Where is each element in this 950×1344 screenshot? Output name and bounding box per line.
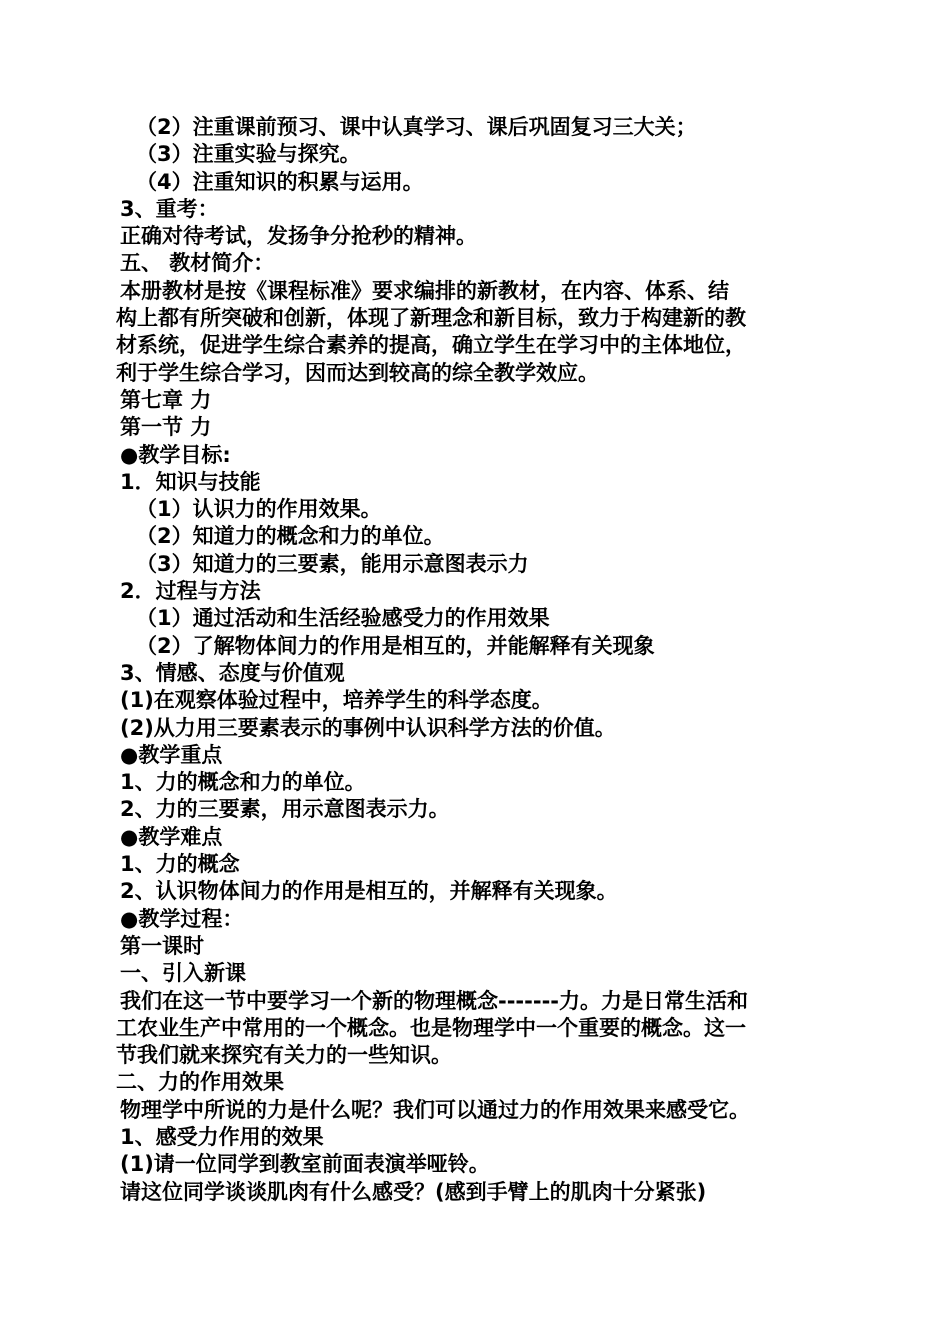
text-line: 2．过程与方法 bbox=[120, 579, 261, 604]
chapter-title: 第七章 力 bbox=[120, 387, 212, 412]
paragraph-line: 我们在这一节中要学习一个新的物理概念-------力。力是日常生活和 bbox=[120, 988, 749, 1013]
text-line: (1)在观察体验过程中，培养学生的科学态度。 bbox=[120, 688, 553, 713]
text-line: 2、认识物体间力的作用是相互的，并解释有关现象。 bbox=[120, 879, 618, 904]
text-line: 1、力的概念和力的单位。 bbox=[120, 770, 366, 795]
paragraph-line: 利于学生综合学习，因而达到较高的综全教学效应。 bbox=[116, 360, 599, 385]
text-line: （1）认识力的作用效果。 bbox=[136, 497, 382, 522]
section-heading: 3、重考： bbox=[120, 196, 219, 221]
paragraph-line: 节我们就来探究有关力的一些知识。 bbox=[116, 1043, 452, 1068]
bullet-heading: ●教学难点 bbox=[120, 824, 223, 849]
text-line: 2、力的三要素，用示意图表示力。 bbox=[120, 797, 450, 822]
text-line: 第一课时 bbox=[120, 933, 204, 958]
text-line: 1、感受力作用的效果 bbox=[120, 1124, 324, 1149]
text-line: （3）注重实验与探究。 bbox=[136, 142, 361, 167]
text-line: （2）注重课前预习、课中认真学习、课后巩固复习三大关； bbox=[136, 115, 697, 139]
text-line: (1)请一位同学到教室前面表演举哑铃。 bbox=[120, 1152, 490, 1177]
paragraph-line: 本册教材是按《课程标准》要求编排的新教材，在内容、体系、结 bbox=[120, 278, 729, 303]
text-line: 1、力的概念 bbox=[120, 852, 240, 877]
text-line: （1）通过活动和生活经验感受力的作用效果 bbox=[136, 606, 550, 631]
text-line: （4）注重知识的积累与运用。 bbox=[136, 169, 424, 194]
text-line: 正确对待考试，发扬争分抢秒的精神。 bbox=[120, 224, 477, 249]
text-line: 请这位同学谈谈肌肉有什么感受？(感到手臂上的肌肉十分紧张) bbox=[120, 1179, 707, 1204]
text-line: （3）知道力的三要素，能用示意图表示力 bbox=[136, 551, 529, 576]
paragraph-line: 工农业生产中常用的一个概念。也是物理学中一个重要的概念。这一 bbox=[116, 1015, 746, 1040]
paragraph-line: 物理学中所说的力是什么呢？我们可以通过力的作用效果来感受它。 bbox=[120, 1097, 750, 1122]
bullet-heading: ●教学过程： bbox=[120, 906, 244, 931]
section-title: 第一节 力 bbox=[120, 415, 212, 440]
bullet-heading: ●教学重点 bbox=[120, 742, 223, 767]
section-heading: 二、力的作用效果 bbox=[116, 1070, 284, 1095]
paragraph-line: 材系统，促进学生综合素养的提高，确立学生在学习中的主体地位， bbox=[116, 333, 746, 358]
section-heading: 一、引入新课 bbox=[120, 961, 246, 986]
text-line: 1．知识与技能 bbox=[120, 469, 261, 494]
document-body bbox=[116, 114, 846, 1206]
text-line: 3、情感、态度与价值观 bbox=[120, 660, 345, 685]
paragraph-line: 构上都有所突破和创新，体现了新理念和新目标，致力于构建新的教 bbox=[116, 306, 746, 331]
text-line: (2)从力用三要素表示的事例中认识科学方法的价值。 bbox=[120, 715, 616, 740]
section-heading: 五、 教材简介： bbox=[120, 251, 275, 276]
bullet-heading: ●教学目标: bbox=[120, 442, 231, 467]
text-line: （2）了解物体间力的作用是相互的，并能解释有关现象 bbox=[136, 633, 655, 658]
text-line: （2）知道力的概念和力的单位。 bbox=[136, 524, 445, 549]
